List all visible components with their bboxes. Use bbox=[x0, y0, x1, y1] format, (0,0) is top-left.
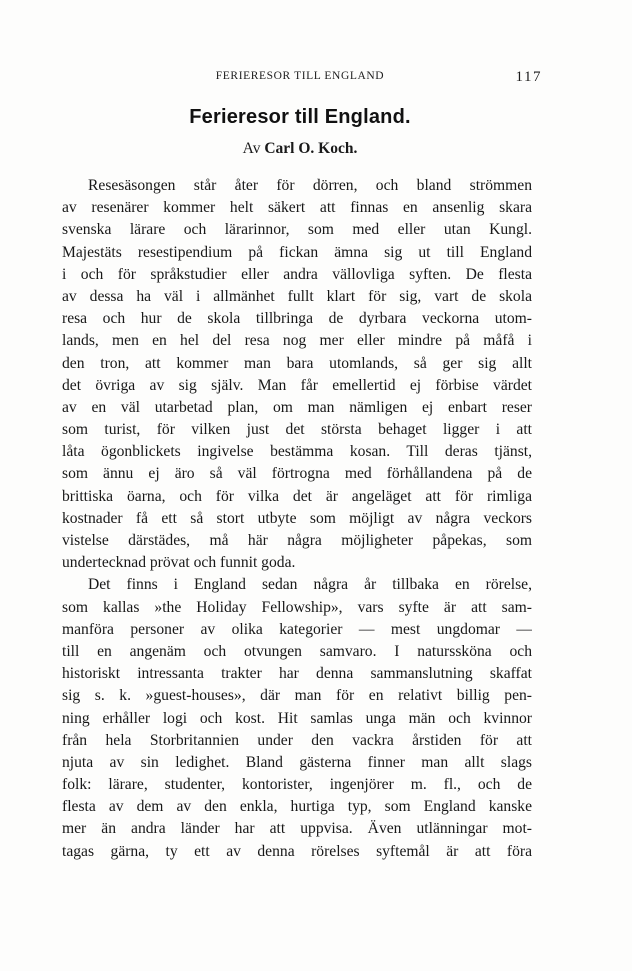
text-line: som turist, för vilken just det största behaget ligger i att bbox=[62, 421, 532, 439]
text-line: mer än andra länder har att uppvisa. Även utlänningar mot- bbox=[62, 820, 532, 838]
byline-author: Carl O. Koch. bbox=[264, 140, 358, 157]
text-line: den tron, att kommer man bara utomlands, så ger sig allt bbox=[62, 354, 532, 372]
text-line: tagas gärna, ty ett av denna rörelses syftemål är att föra bbox=[62, 842, 532, 860]
text-line: ning erhåller logi och kost. Hit samlas unga män och kvinnor bbox=[62, 709, 532, 727]
text-line: resa och hur de skola tillbringa de dyrbara veckorna utom- bbox=[62, 310, 532, 328]
text-line: Resesäsongen står åter för dörren, och bland strömmen bbox=[88, 177, 532, 194]
text-line: manföra personer av olika kategorier — mest ungdomar — bbox=[62, 620, 532, 638]
text-line: lands, men en hel del resa nog mer eller mindre på måfå i bbox=[62, 332, 532, 350]
text-line: flesta av dem av den enkla, hurtiga typ, som England kanske bbox=[62, 798, 532, 816]
text-line: Majestäts resestipendium på fickan ämna sig ut till England bbox=[62, 243, 532, 261]
text-line: som kallas »the Holiday Fellowship», vars syfte är att sam- bbox=[62, 598, 532, 616]
text-line: det övriga av sig själv. Man får emellertid ej förbise värdet bbox=[62, 376, 532, 394]
article-body bbox=[62, 175, 532, 863]
page-number: 117 bbox=[515, 69, 542, 85]
text-line: folk: lärare, studenter, kontorister, ingenjörer m. fl., och de bbox=[62, 776, 532, 794]
text-line: av resenärer kommer helt säkert att finnas en ansenlig skara bbox=[62, 199, 532, 217]
text-line: brittiska öarna, och för vilka det är angeläget att för rimliga bbox=[62, 487, 532, 505]
text-line: av en väl utarbetad plan, om man nämligen ej enbart reser bbox=[62, 398, 532, 416]
text-line: kostnader få ett så stort utbyte som möjligt av några veckors bbox=[62, 509, 532, 527]
text-line: som ännu ej äro så väl förtrogna med förhållandena på de bbox=[62, 465, 532, 483]
text-line: till en angenäm och otvungen samvaro. I naturssköna och bbox=[62, 642, 532, 660]
paragraph-2 bbox=[62, 574, 532, 862]
text-line: i och för språkstudier eller andra vällovliga syften. De flesta bbox=[62, 265, 532, 283]
text-line: låta ögonblickets ingivelse bestämma kosan. Till deras tjänst, bbox=[62, 443, 532, 461]
text-line: Det finns i England sedan några år tillbaka en rörelse, bbox=[88, 576, 532, 594]
text-line: undertecknad prövat och funnit goda. bbox=[62, 554, 296, 572]
paragraph-1 bbox=[62, 175, 532, 574]
text-line: vistelse därstädes, må här några möjligheter påpekas, som bbox=[62, 532, 532, 549]
text-line: sig s. k. »guest-houses», där man för en relativt billig pen- bbox=[62, 687, 532, 705]
article-title: Ferieresor till England. bbox=[189, 106, 411, 128]
byline bbox=[60, 140, 540, 158]
text-line: historiskt intressanta trakter har denna sammanslutning skaffat bbox=[62, 665, 532, 683]
text-line: njuta av sin ledighet. Bland gästerna finner man allt slags bbox=[62, 753, 532, 771]
text-line: av dessa ha väl i allmänhet fullt klart för sig, vart de skola bbox=[62, 287, 532, 305]
text-line: svenska lärare och lärarinnor, som med eller utan Kungl. bbox=[62, 221, 532, 239]
byline-prefix: Av bbox=[242, 140, 261, 157]
text-line: från hela Storbritannien under den vackra årstiden för att bbox=[62, 731, 532, 749]
running-head: FERIERESOR TILL ENGLAND bbox=[215, 70, 385, 82]
